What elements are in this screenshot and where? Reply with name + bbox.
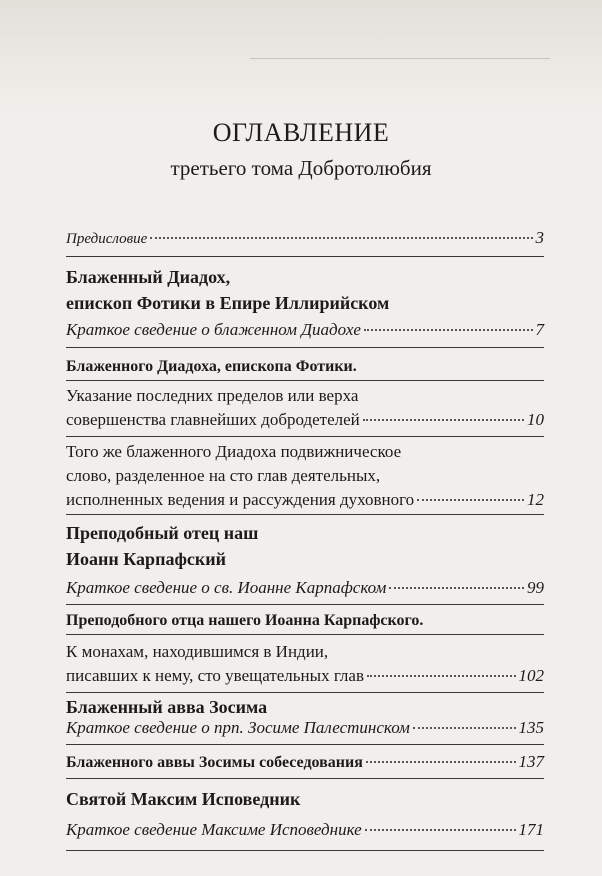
toc-entry-title: Блаженного аввы Зосимы собеседования	[66, 754, 363, 771]
section-divider	[66, 744, 544, 745]
toc-entry-line: Того же блаженного Диадоха подвижническое	[66, 442, 402, 461]
toc-entry-title: Краткое сведение о прп. Зосиме Палестинском	[66, 718, 410, 737]
toc-entry-page: 137	[518, 752, 544, 771]
toc-entry-diadochus-intro[interactable]	[66, 318, 544, 342]
toc-entry-preface[interactable]	[66, 226, 544, 251]
toc-entry-title: совершенства главнейших добродетелей	[66, 410, 360, 429]
dot-leader	[367, 675, 516, 677]
toc-entry-page: 3	[535, 228, 544, 247]
dot-leader	[150, 237, 532, 239]
toc-entry-diadochus-work2[interactable]	[66, 488, 544, 512]
toc-entry-page: 102	[518, 666, 544, 685]
section-heading-diadochus-1: Блаженный Диадох,	[66, 267, 231, 287]
dot-leader	[366, 761, 516, 763]
toc-entry-title: Предисловие	[66, 231, 148, 247]
section-divider	[66, 380, 544, 381]
toc-entry-page: 171	[518, 820, 544, 839]
toc-entry-title: писавших к нему, сто увещательных глав	[66, 666, 364, 685]
toc-entry-diadochus-work1[interactable]	[66, 408, 544, 432]
section-heading-zosima: Блаженный авва Зосима	[66, 697, 268, 717]
section-divider	[66, 514, 544, 515]
page-subtitle: третьего тома Добротолюбия	[170, 156, 432, 180]
toc-entry-page: 12	[527, 490, 544, 509]
toc-entry-maximus-intro[interactable]	[66, 818, 544, 842]
section-heading-karpathios-2: Иоанн Карпафский	[66, 549, 226, 569]
subsection-heading-karpathios: Преподобного отца нашего Иоанна Карпафского.	[66, 612, 424, 629]
section-heading-karpathios-1: Преподобный отец наш	[66, 523, 259, 543]
toc-entry-title: исполненных ведения и рассуждения духовного	[66, 490, 415, 509]
toc-entry-zosima-works[interactable]	[66, 750, 544, 775]
section-divider	[66, 436, 544, 437]
dot-leader	[389, 587, 524, 589]
section-divider	[66, 692, 544, 693]
section-divider	[66, 256, 544, 257]
section-divider	[66, 850, 544, 851]
dot-leader	[364, 329, 533, 331]
section-divider	[66, 778, 544, 779]
section-divider	[66, 604, 544, 605]
section-heading-maximus: Святой Максим Исповедник	[66, 789, 301, 809]
toc-entry-title: Краткое сведение о блаженном Диадохе	[66, 320, 361, 339]
section-divider	[66, 347, 544, 348]
section-divider	[66, 634, 544, 635]
dot-leader	[363, 419, 524, 421]
toc-entry-title: Краткое сведение о св. Иоанне Карпафском	[66, 578, 387, 597]
dot-leader	[417, 499, 524, 501]
page-title: ОГЛАВЛЕНИЕ	[212, 118, 390, 147]
bleed-through-rule	[250, 58, 550, 59]
toc-entry-page: 7	[535, 320, 544, 339]
toc-entry-title: Краткое сведение Максиме Исповеднике	[66, 820, 362, 839]
section-heading-diadochus-2: епископ Фотики в Епире Иллирийском	[66, 293, 390, 313]
toc-entry-zosima-intro[interactable]	[66, 716, 544, 740]
dot-leader	[365, 829, 516, 831]
dot-leader	[413, 727, 516, 729]
toc-entry-karpathios-work1[interactable]	[66, 664, 544, 688]
toc-entry-page: 135	[518, 718, 544, 737]
toc-entry-page: 99	[527, 578, 544, 597]
toc-entry-line: слово, разделенное на сто глав деятельных,	[66, 466, 381, 485]
bleed-through-area	[0, 0, 602, 110]
toc-entry-page: 10	[527, 410, 544, 429]
toc-entry-line: К монахам, находившимся в Индии,	[66, 642, 329, 661]
subsection-heading-diadochus: Блаженного Диадоха, епископа Фотики.	[66, 358, 357, 375]
toc-entry-line: Указание последних пределов или верха	[66, 386, 359, 405]
toc-entry-karpathios-intro[interactable]	[66, 576, 544, 600]
